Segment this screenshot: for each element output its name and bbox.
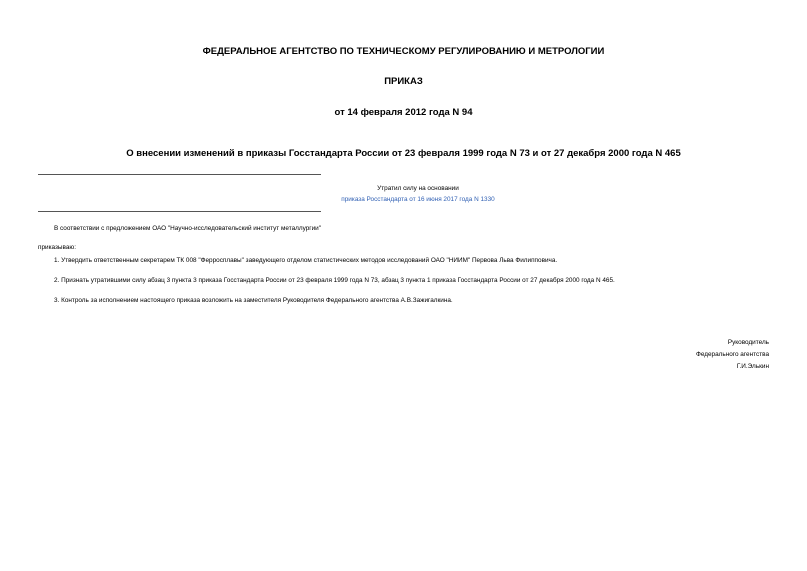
- status-notice: [38, 185, 798, 204]
- order-word: приказываю:: [38, 244, 76, 251]
- order-item: 3. Контроль за исполнением настоящего приказа возложить на заместителя Руководителя Федерального агентства А.В.Зажигалкина.: [54, 297, 453, 304]
- order-item: 2. Признать утратившими силу абзац 3 пункта 3 приказа Госстандарта России от 23 февраля 1999 года N 73, абзац 3 пункта 1 приказа Госстандарта России от 27 декабря 2000 года N 465.: [54, 277, 615, 284]
- status-label: Утратил силу на основании: [377, 185, 459, 192]
- divider-top: [38, 174, 321, 175]
- document-date-number: от 14 февраля 2012 года N 94: [334, 107, 473, 118]
- signature-position: Руководитель: [727, 339, 769, 346]
- signature-block: [696, 337, 769, 373]
- repeal-order-link[interactable]: приказа Росстандарта от 16 июня 2017 года N 1330: [341, 196, 495, 203]
- document-type: ПРИКАЗ: [384, 76, 423, 87]
- signature-organization: Федерального агентства: [695, 351, 769, 358]
- signature-name: Г.И.Элькин: [736, 363, 769, 370]
- agency-title: ФЕДЕРАЛЬНОЕ АГЕНТСТВО ПО ТЕХНИЧЕСКОМУ РЕГУЛИРОВАНИЮ И МЕТРОЛОГИИ: [202, 46, 605, 57]
- divider-bottom: [38, 211, 321, 212]
- order-item: 1. Утвердить ответственным секретарем ТК 008 "Ферросплавы" заведующего отделом статистических методов исследований ОАО "НИИМ" Первова Льва Филипповича.: [54, 257, 558, 264]
- document-subject: О внесении изменений в приказы Госстандарта России от 23 февраля 1999 года N 73 и от 27 декабря 2000 года N 465: [126, 148, 681, 159]
- preamble-text: В соответствии с предложением ОАО "Научно-исследовательский институт металлургии": [54, 225, 322, 232]
